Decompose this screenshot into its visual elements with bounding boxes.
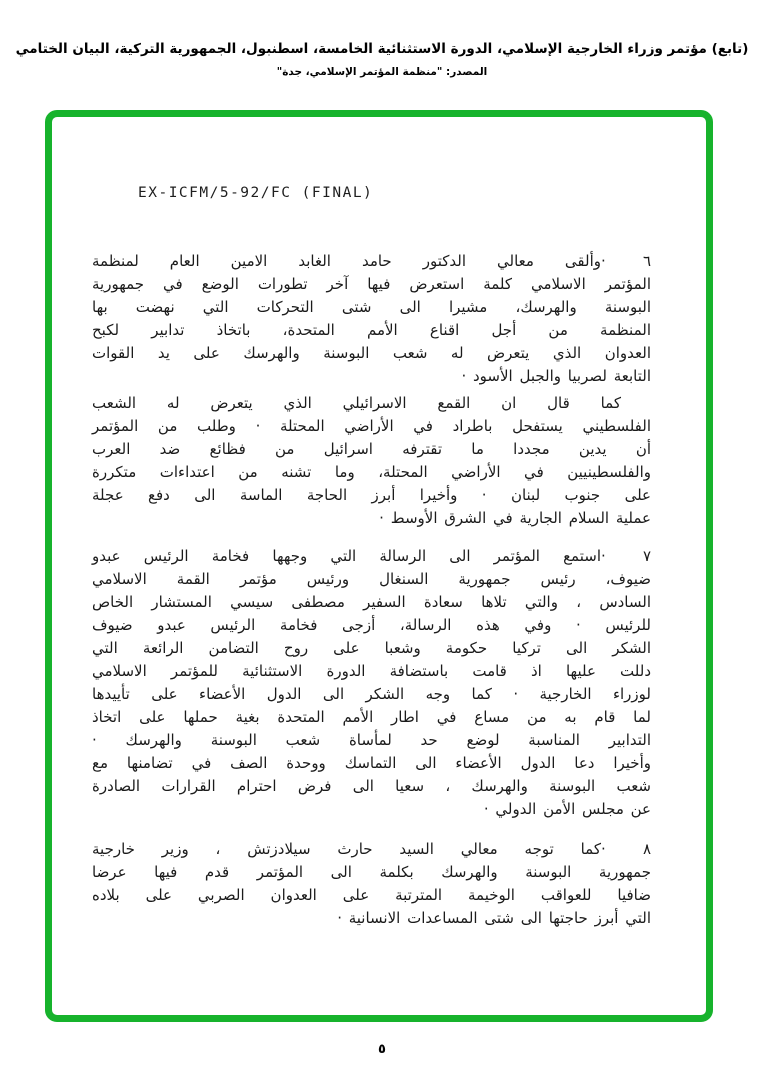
text-line: للرئيس · وفي هذه الرسالة، أزجى فخامة الرئيس عبدو ضيوف	[92, 616, 651, 634]
paragraph	[92, 392, 651, 530]
text-line: المنظمة من أجل اقناع الأمم المتحدة، باتخاذ تدابير لكبح	[92, 321, 651, 339]
text-line: ضافيا للعواقب الوخيمة المترتبة على العدوان الصربي على بلاده	[92, 886, 651, 904]
text-line: المؤتمر الاسلامي كلمة استعرض فيها آخر تطورات الوضع في جمهورية	[92, 275, 651, 293]
text-line: عملية السلام الجارية في الشرق الأوسط ·	[379, 509, 651, 527]
text-line: والفلسطينيين في الأراضي المحتلة، وما تشنه من اعتداءات متكررة	[92, 463, 651, 481]
paragraph-number: ٧ ·	[601, 547, 651, 565]
text-line: ضيوف، رئيس جمهورية السنغال ورئيس مؤتمر القمة الاسلامي	[92, 570, 651, 588]
text-line: التي أبرز حاجتها الى شتى المساعدات الانسانية ·	[337, 909, 651, 927]
text-line: الفلسطيني يستفحل باطراد في الأراضي المحتلة · وطلب من المؤتمر	[92, 417, 651, 435]
text-line: شعب البوسنة والهرسك ، سعيا الى فرض احترام القرارات الصادرة	[92, 777, 651, 795]
text-line: العدوان الذي يتعرض له شعب البوسنة والهرسك على يد القوات	[92, 344, 651, 362]
paragraph	[92, 250, 651, 388]
header-source: المصدر: "منظمة المؤتمر الإسلامي، جدة"	[276, 66, 488, 78]
text-line: جمهورية البوسنة والهرسك بكلمة الى المؤتمر قدم فيها عرضا	[92, 863, 651, 881]
text-line: الشكر الى تركيا حكومة وشعبا على روح التضامن الرائعة التي	[92, 639, 651, 657]
page-number: ٥	[378, 1042, 386, 1057]
text-line: لما قام به من مساع في اطار الأمم المتحدة بغية حملها على اتخاذ	[92, 708, 651, 726]
paragraph	[92, 545, 651, 821]
page-header	[0, 41, 764, 78]
text-line: التابعة لصربيا والجبل الأسود ·	[461, 367, 651, 385]
text-line: أن يدين مجددا ما تقترفه اسرائيل من فظائع ضد العرب	[92, 440, 651, 458]
paragraph-number: ٦ ·	[601, 252, 651, 270]
paragraph-number: ٨ ·	[601, 840, 651, 858]
text-line: البوسنة والهرسك، مشيرا الى شتى التحركات التي نهضت بها	[92, 298, 651, 316]
text-line: كما قال ان القمع الاسرائيلي الذي يتعرض له الشعب	[92, 394, 621, 412]
header-title: (تابع) مؤتمر وزراء الخارجية الإسلامي، الدورة الاستثنائية الخامسة، اسطنبول، الجمهورية التركية، البيان الختامي	[15, 41, 749, 57]
text-line: على جنوب لبنان · وأخيرا أبرز الحاجة الماسة الى دفع عجلة	[92, 486, 651, 504]
text-line: لوزراء الخارجية · كما وجه الشكر الى الدول الأعضاء على تأييدها	[92, 685, 651, 703]
document-frame	[45, 110, 713, 1022]
text-line: السادس ، والتي تلاها سعادة السفير مصطفى سيسي المستشار الخاص	[92, 593, 651, 611]
text-line: عن مجلس الأمن الدولي ·	[483, 800, 651, 818]
text-line: كما توجه معالي السيد حارث سيلادزتش ، وزير خارجية	[92, 840, 601, 858]
text-line: استمع المؤتمر الى الرسالة التي وجهها فخامة الرئيس عبدو	[92, 547, 601, 565]
text-line: دللت عليها اذ قامت باستضافة الدورة الاستثنائية للمؤتمر الاسلامي	[92, 662, 651, 680]
document-reference: EX-ICFM/5-92/FC (FINAL)	[138, 185, 374, 201]
paragraph	[92, 838, 651, 930]
document-body	[92, 250, 651, 930]
text-line: وألقى معالي الدكتور حامد الغابد الامين العام لمنظمة	[92, 252, 601, 270]
text-line: التدابير المناسبة لوضع حد لمأساة شعب البوسنة والهرسك ·	[92, 731, 651, 749]
text-line: وأخيرا دعا الدول الأعضاء الى التماسك ووحدة الصف في تضامنها مع	[92, 754, 651, 772]
